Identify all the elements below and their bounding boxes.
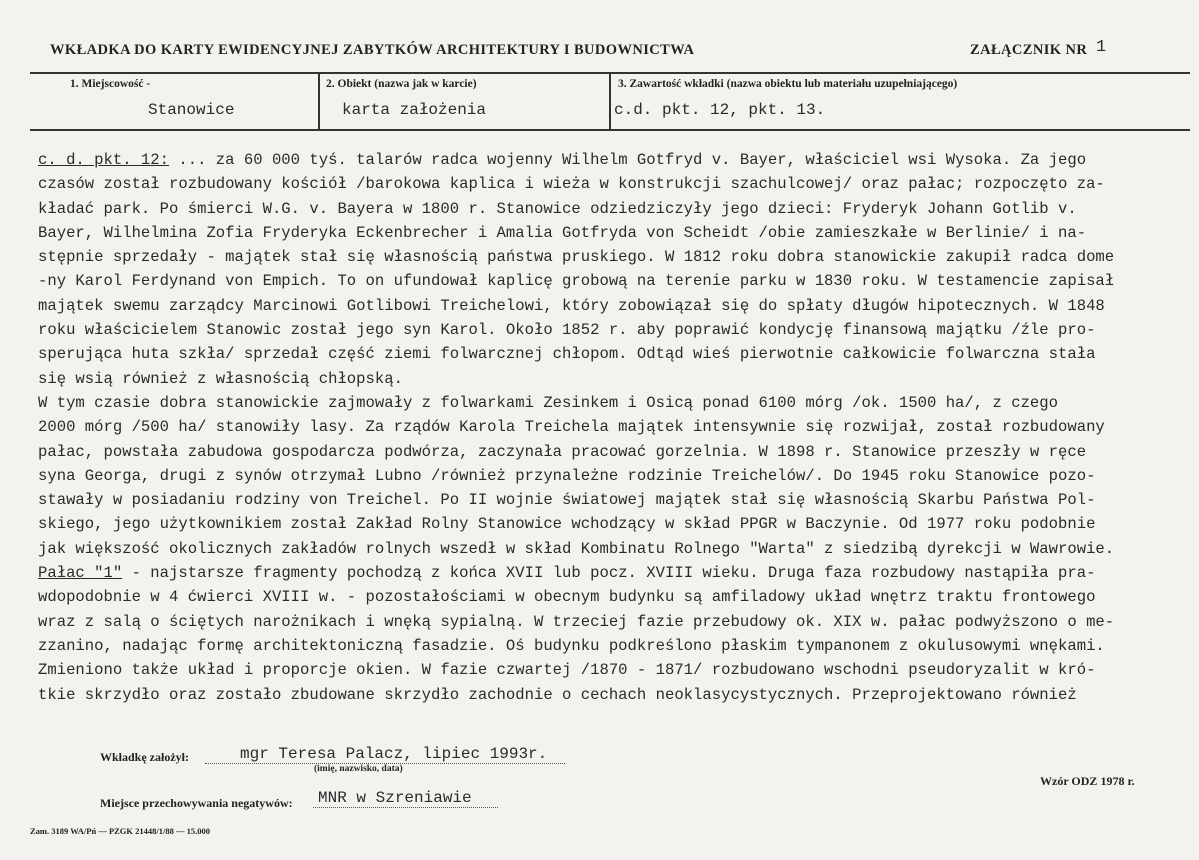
section-lead-12: c. d. pkt. 12:	[38, 151, 170, 169]
body-line-9: sperująca huta szkła/ sprzedał część ziemi folwarcznej chłopom. Odtąd wieś pierwotnie całkowicie folwarczna stała	[38, 345, 1096, 364]
body-line-6: -ny Karol Ferdynand von Empich. To on ufundował kaplicę grobową na terenie parku w 1830 roku. W testamencie zapisał	[38, 272, 1115, 291]
body-line-16: skiego, jego użytkownikiem został Zakład Rolny Stanowice wchodzący w skład PPGR w Baczynie. Od 1977 roku podobnie	[38, 515, 1096, 534]
negatives-value: MNR w Szreniawie	[318, 789, 472, 807]
body-line-19: wdopodobnie w 4 ćwierci XVIII w. - pozostałościami w obecnym budynku są amfiladowy układ wnętrz traktu frontowego	[38, 588, 1096, 607]
body-line-22: Zmieniono także układ i proporcje okien. W fazie czwartej /1870 - 1871/ rozbudowano wschodni pseudoryzalit w kró-	[38, 661, 1096, 680]
body-line-12: 2000 mórg /500 ha/ stanowiły lasy. Za rządów Karola Treichela majątek intensywnie się rozwijał, został rozbudowany	[38, 418, 1105, 437]
content-label: 3. Zawartość wkładki (nazwa obiektu lub materiału uzupełniającego)	[618, 78, 958, 90]
body-line-5: stępnie sprzedały - majątek stał się własnością państwa pruskiego. W 1812 roku dobra stanowickie zakupił radca dome	[38, 248, 1115, 267]
content-value: c.d. pkt. 12, pkt. 13.	[614, 101, 826, 119]
body-line-7: majątek swemu zarządcy Marcinowi Gotlibowi Treichelowi, który zobowiązał się do spłaty długów hipotecznych. W 1848	[38, 296, 1105, 315]
body-line-15: stawały w posiadaniu rodziny von Treichel. Po II wojnie światowej majątek stał się własnością Skarbu Państwa Pol-	[38, 491, 1096, 510]
annex-number: 1	[1096, 38, 1107, 57]
print-info: Zam. 3189 WA/Pń — PZGK 21448/1/88 — 15.000	[30, 826, 211, 836]
body-line-2: czasów został rozbudowany kościół /barokowa kaplica i wieża w konstrukcji szachulcowej/ oraz pałac; rozpoczęto za-	[38, 175, 1105, 194]
form-version: Wzór ODZ 1978 r.	[1040, 774, 1135, 788]
document-title: WKŁADKA DO KARTY EWIDENCYJNEJ ZABYTKÓW ARCHITEKTURY I BUDOWNICTWA	[50, 42, 695, 58]
annex-label: ZAŁĄCZNIK NR	[970, 42, 1088, 58]
body-line-11: W tym czasie dobra stanowickie zajmowały z folwarkami Zesinkem i Osicą ponad 6100 mórg /ok. 1500 ha/, z czego	[38, 393, 1058, 412]
locality-value: Stanowice	[148, 101, 235, 119]
object-label: 2. Obiekt (nazwa jak w karcie)	[326, 78, 477, 90]
founder-sublabel: (imię, nazwisko, data)	[314, 764, 403, 774]
body-line-18: Pałac "1" - najstarsze fragmenty pochodzą z końca XVII lub pocz. XVIII wieku. Druga faza rozbudowy nastąpiła pra-	[38, 564, 1096, 583]
body-line-23: tkie skrzydło oraz zostało zbudowane skrzydło zachodnie o cechach neoklasycystycznych. Przeprojektowano również	[38, 685, 1077, 704]
section-lead-palace: Pałac "1"	[38, 564, 123, 583]
founder-value: mgr Teresa Palacz, lipiec 1993r.	[240, 745, 548, 763]
body-line-10: się wsią również z własnością chłopską.	[38, 369, 403, 388]
body-line-14: syna Georga, drugi z synów otrzymał Lubno /również przynależne rodzinie Treichelów/. Do 1945 roku Stanowice pozo-	[38, 466, 1096, 485]
fields-bottom-rule	[30, 129, 1190, 131]
body-line-21: zzanino, nadając formę architektoniczną fasadzie. Oś budynku podkreślono płaskim tympanonem z okulusowymi wnękami.	[38, 636, 1105, 655]
body-line-17: jak większość okolicznych zakładów rolnych wszedł w skład Kombinatu Rolnego "Warta" z siedzibą dyrekcji w Wawrowie.	[38, 539, 1115, 558]
body-line-13: pałac, powstała zabudowa gospodarcza podwórza, zaczynała pracować gorzelnia. W 1898 r. Stanowice przeszły w ręce	[38, 442, 1087, 461]
body-line-20: wraz z salą o ściętych narożnikach i wnęką sypialną. W trzeciej fazie przebudowy ok. XIX w. pałac podwyższono o me-	[38, 612, 1115, 631]
body-text	[38, 148, 1188, 707]
field-divider-1	[318, 73, 320, 130]
founder-label: Wkładkę założył:	[100, 750, 189, 764]
locality-label: 1. Miejscowość -	[70, 78, 151, 90]
body-line-3: kładać park. Po śmierci W.G. v. Bayera w 1800 r. Stanowice odziedziczyły jego dzieci: Fryderyk Johann Gotlib v.	[38, 199, 1077, 218]
object-value: karta założenia	[342, 101, 487, 119]
body-line-1: c. d. pkt. 12: ... za 60 000 tyś. talarów radca wojenny Wilhelm Gotfryd v. Bayer, właściciel wsi Wysoka. Za jego	[38, 151, 1087, 169]
negatives-label: Miejsce przechowywania negatywów:	[100, 796, 293, 810]
body-line-8: roku właścicielem Stanowic został jego syn Karol. Około 1852 r. aby poprawić kondycję finansową majątku /źle pro-	[38, 321, 1096, 340]
body-line-4: Bayer, Wilhelmina Zofia Fryderyka Eckenbrecher i Amalia Gotfryda von Scheidt /obie zamieszkałe w Berlinie/ i na-	[38, 223, 1087, 242]
negatives-dotted-line	[313, 807, 498, 808]
field-divider-2	[609, 73, 611, 130]
